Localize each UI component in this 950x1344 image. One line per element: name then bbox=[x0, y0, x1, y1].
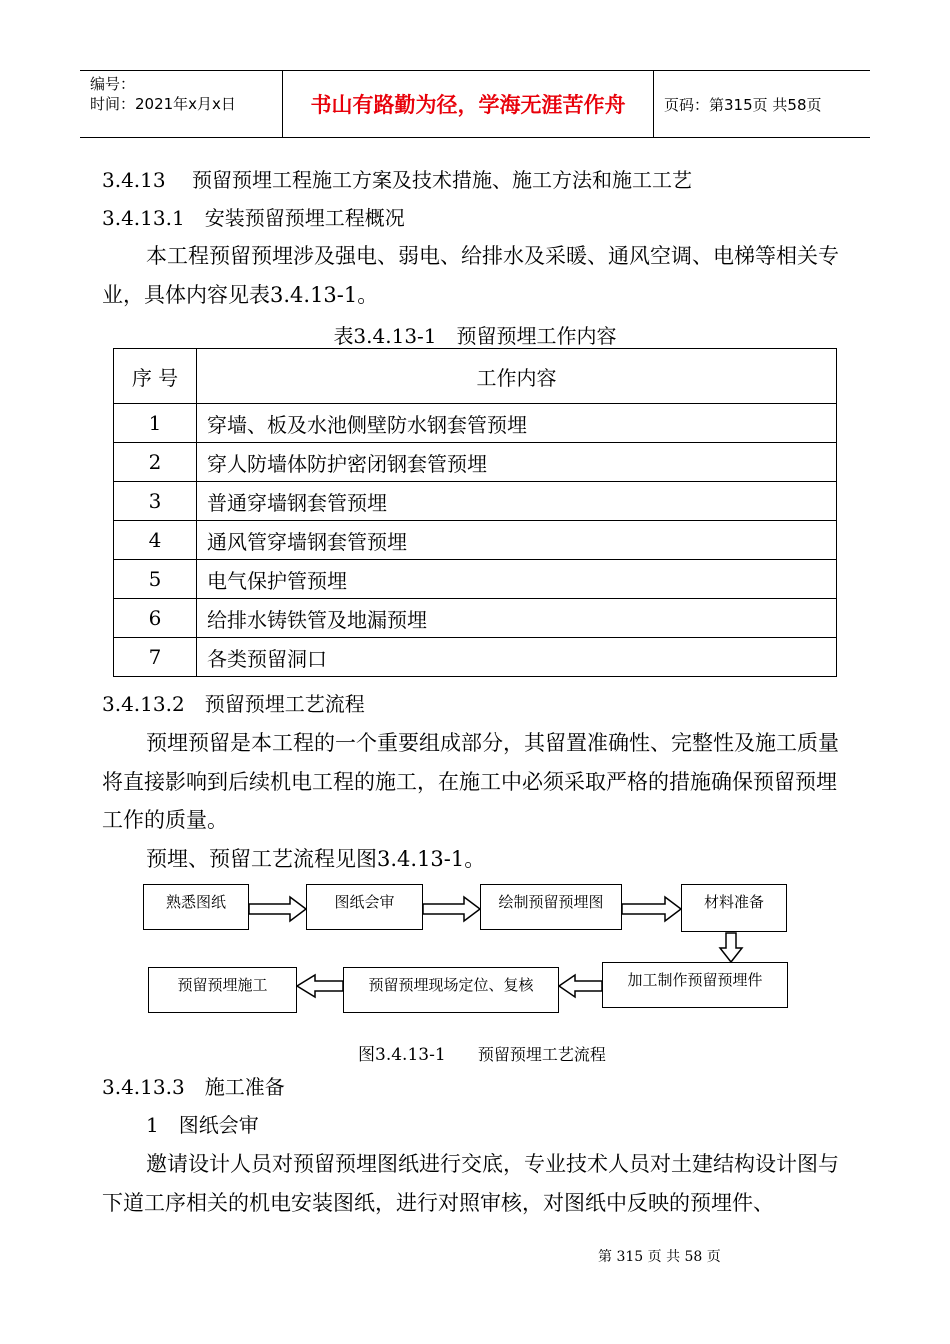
time-label: 时间：2021年x月x日 bbox=[90, 95, 236, 113]
flow-step-box: 材料准备 bbox=[681, 884, 787, 932]
flow-step-box: 预留预埋施工 bbox=[148, 967, 297, 1013]
row-content: 普通穿墙钢套管预埋 bbox=[197, 482, 837, 521]
arrow-right-icon bbox=[622, 897, 681, 921]
row-number: 4 bbox=[114, 521, 197, 560]
page-footer: 第 315 页 共 58 页 bbox=[598, 1249, 721, 1265]
subsection-1-title: 3.4.13.1 安装预留预埋工程概况 bbox=[102, 206, 405, 230]
figure-title: 预留预埋工艺流程 bbox=[477, 1045, 606, 1064]
figure-caption bbox=[358, 1040, 606, 1065]
subsection-2-body: 预埋预留是本工程的一个重要组成部分，其留置准确性、完整性及施工质量将直接影响到后续机电工程的施工，在施工中必须采取严格的措施确保预留预埋工作的质量。 bbox=[102, 731, 839, 832]
arrow-left-icon bbox=[559, 975, 602, 997]
row-number: 1 bbox=[114, 404, 197, 443]
arrow-left-icon bbox=[297, 975, 343, 997]
row-number: 3 bbox=[114, 482, 197, 521]
row-number: 6 bbox=[114, 599, 197, 638]
header-page-info: 页码：第315页 共58页 bbox=[664, 95, 822, 114]
row-number: 2 bbox=[114, 443, 197, 482]
flow-step-box: 图纸会审 bbox=[306, 884, 423, 930]
header-cell-number: 序 号 bbox=[114, 349, 197, 404]
row-content: 通风管穿墙钢套管预埋 bbox=[197, 521, 837, 560]
section-title: 3.4.13 预留预埋工程施工方案及技术措施、施工方法和施工工艺 bbox=[102, 168, 692, 192]
flow-step-box: 预留预埋现场定位、复核 bbox=[343, 967, 559, 1013]
code-label: 编号： bbox=[90, 75, 136, 93]
flow-reference: 预埋、预留工艺流程见图3.4.13-1。 bbox=[146, 847, 486, 871]
figure-number: 图3.4.13-1 bbox=[358, 1045, 446, 1065]
row-number: 7 bbox=[114, 638, 197, 677]
arrow-right-icon bbox=[249, 897, 306, 921]
header-motto: 书山有路勤为径，学海无涯苦作舟 bbox=[283, 71, 654, 137]
subsection-1-body: 本工程预留预埋涉及强电、弱电、给排水及采暖、通风空调、电梯等相关专业，具体内容见表3.4.13-1。 bbox=[102, 244, 839, 307]
header-cell-content: 工作内容 bbox=[197, 349, 837, 404]
row-content: 各类预留洞口 bbox=[197, 638, 837, 677]
row-content: 电气保护管预埋 bbox=[197, 560, 837, 599]
item-1-title: 1 图纸会审 bbox=[146, 1113, 259, 1137]
row-number: 5 bbox=[114, 560, 197, 599]
subsection-2-title: 3.4.13.2 预留预埋工艺流程 bbox=[102, 692, 365, 716]
row-content: 穿人防墙体防护密闭钢套管预埋 bbox=[197, 443, 837, 482]
flow-step-box: 熟悉图纸 bbox=[143, 884, 249, 930]
flow-step-box: 绘制预留预埋图 bbox=[480, 884, 622, 930]
row-content: 穿墙、板及水池侧壁防水钢套管预埋 bbox=[197, 404, 837, 443]
table-caption: 表3.4.13-1 预留预埋工作内容 bbox=[333, 324, 617, 348]
arrow-down-icon bbox=[720, 933, 742, 962]
arrow-right-icon bbox=[423, 897, 480, 921]
row-content: 给排水铸铁管及地漏预埋 bbox=[197, 599, 837, 638]
flow-step-box: 加工制作预留预埋件 bbox=[602, 962, 788, 1008]
item-1-body: 邀请设计人员对预留预埋图纸进行交底，专业技术人员对土建结构设计图与下道工序相关的机电安装图纸，进行对照审核，对图纸中反映的预埋件、 bbox=[102, 1152, 839, 1215]
subsection-3-title: 3.4.13.3 施工准备 bbox=[102, 1075, 285, 1099]
